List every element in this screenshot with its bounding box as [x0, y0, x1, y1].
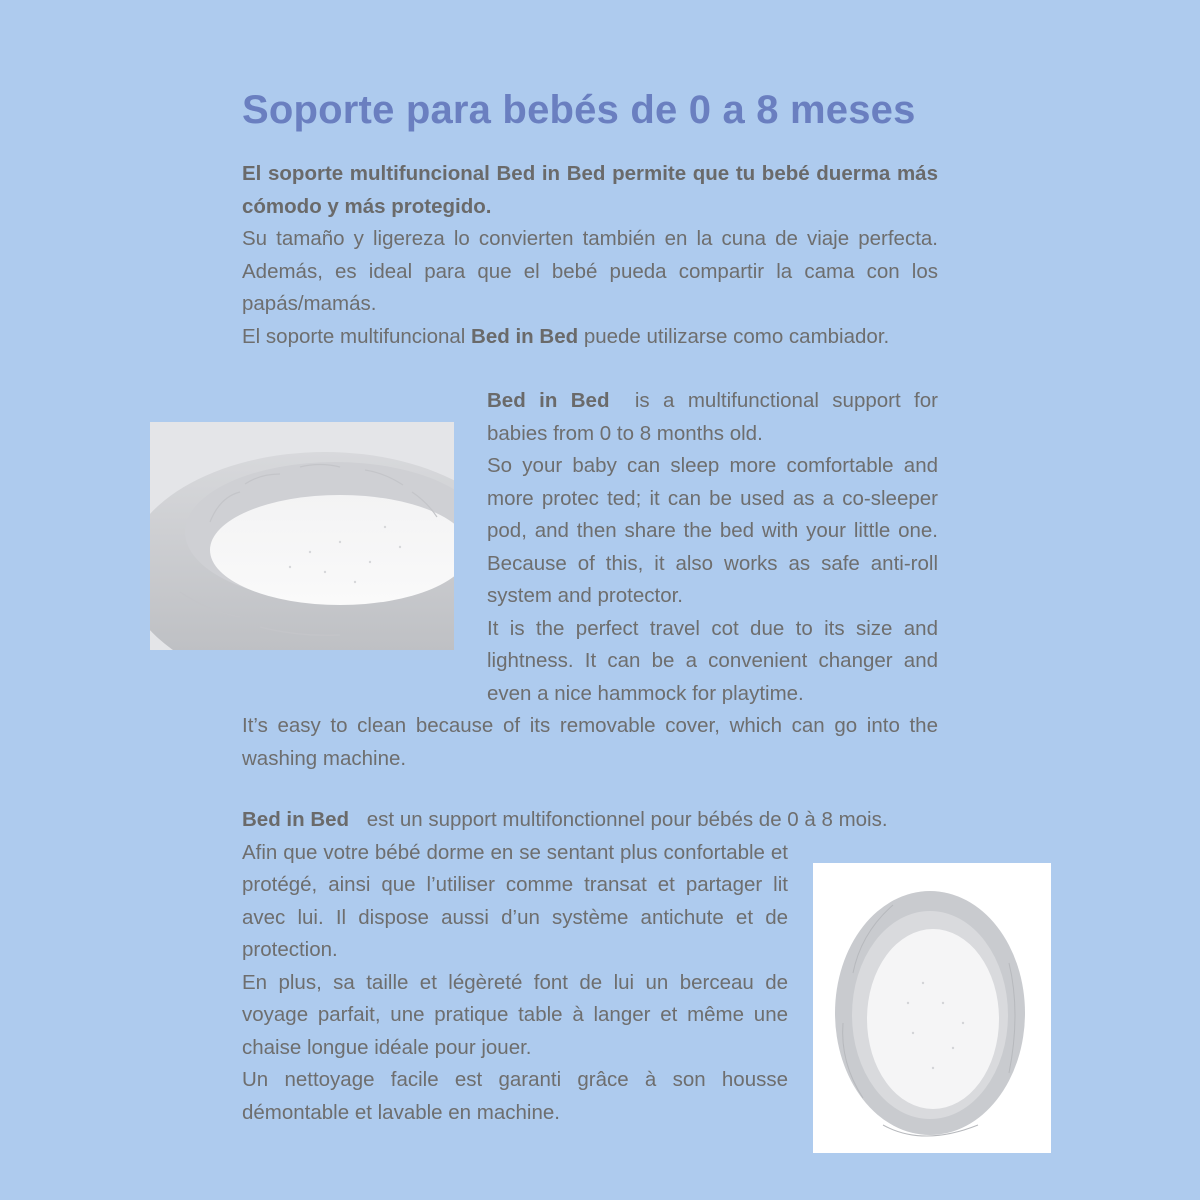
product-photo-top: [813, 863, 1051, 1153]
spanish-body-2-post: puede utilizarse como cambiador.: [578, 324, 890, 348]
spanish-lead: El soporte multifuncional Bed in Bed permite que tu bebé duerma más cómodo y más protegido.: [242, 162, 938, 218]
french-p1: [242, 804, 950, 837]
product-photo-angled: [150, 422, 454, 650]
bed-in-bed-top-illustration: [813, 863, 1051, 1153]
spanish-body-2: [242, 321, 938, 354]
english-p4: It’s easy to clean because of its removable cover, which can go into the washing machine.: [242, 714, 938, 770]
french-brand-name: Bed in Bed: [242, 808, 350, 831]
english-brand-name: Bed in Bed: [487, 389, 610, 412]
french-p1-text: est un support multifonctionnel pour bébés de 0 à 8 mois.: [361, 808, 888, 831]
english-p3: It is the perfect travel cot due to its size and lightness. It can be a convenient changer and even a nice hammock for playtime.: [487, 616, 938, 705]
english-p1-text: is a multifunctional support for babies from 0 to 8 months old.: [487, 389, 938, 445]
bed-in-bed-angled-illustration: [150, 422, 454, 650]
french-p3: En plus, sa taille et légèreté font de lui un berceau de voyage parfait, une pratique table à langer et même une chaise longue idéale pour jouer.: [242, 970, 788, 1059]
page-title: Soporte para bebés de 0 a 8 meses: [242, 88, 916, 132]
spanish-body-2-pre: El soporte multifuncional: [242, 324, 472, 348]
spanish-body-1: Su tamaño y ligereza lo convierten también en la cuna de viaje perfecta. Además, es ideal para que el bebé pueda compartir la cama con los papás/mamás.: [242, 227, 938, 315]
spanish-section: [242, 158, 938, 353]
spanish-brand-name: Bed in Bed: [471, 324, 579, 348]
french-p4: Un nettoyage facile est garanti grâce à son housse démontable et lavable en machine.: [242, 1068, 788, 1124]
english-p2: So your baby can sleep more comfortable and more protec ted; it can be used as a co-sleeper pod, and then share the bed with your little one. Because of this, it also works as safe anti-roll system and protector.: [487, 454, 938, 607]
french-p2: Afin que votre bébé dorme en se sentant plus confortable et protégé, ainsi que l’utiliser comme transat et partager lit avec lui. Il dispose aussi d’un système antichute et de protection.: [242, 840, 788, 961]
